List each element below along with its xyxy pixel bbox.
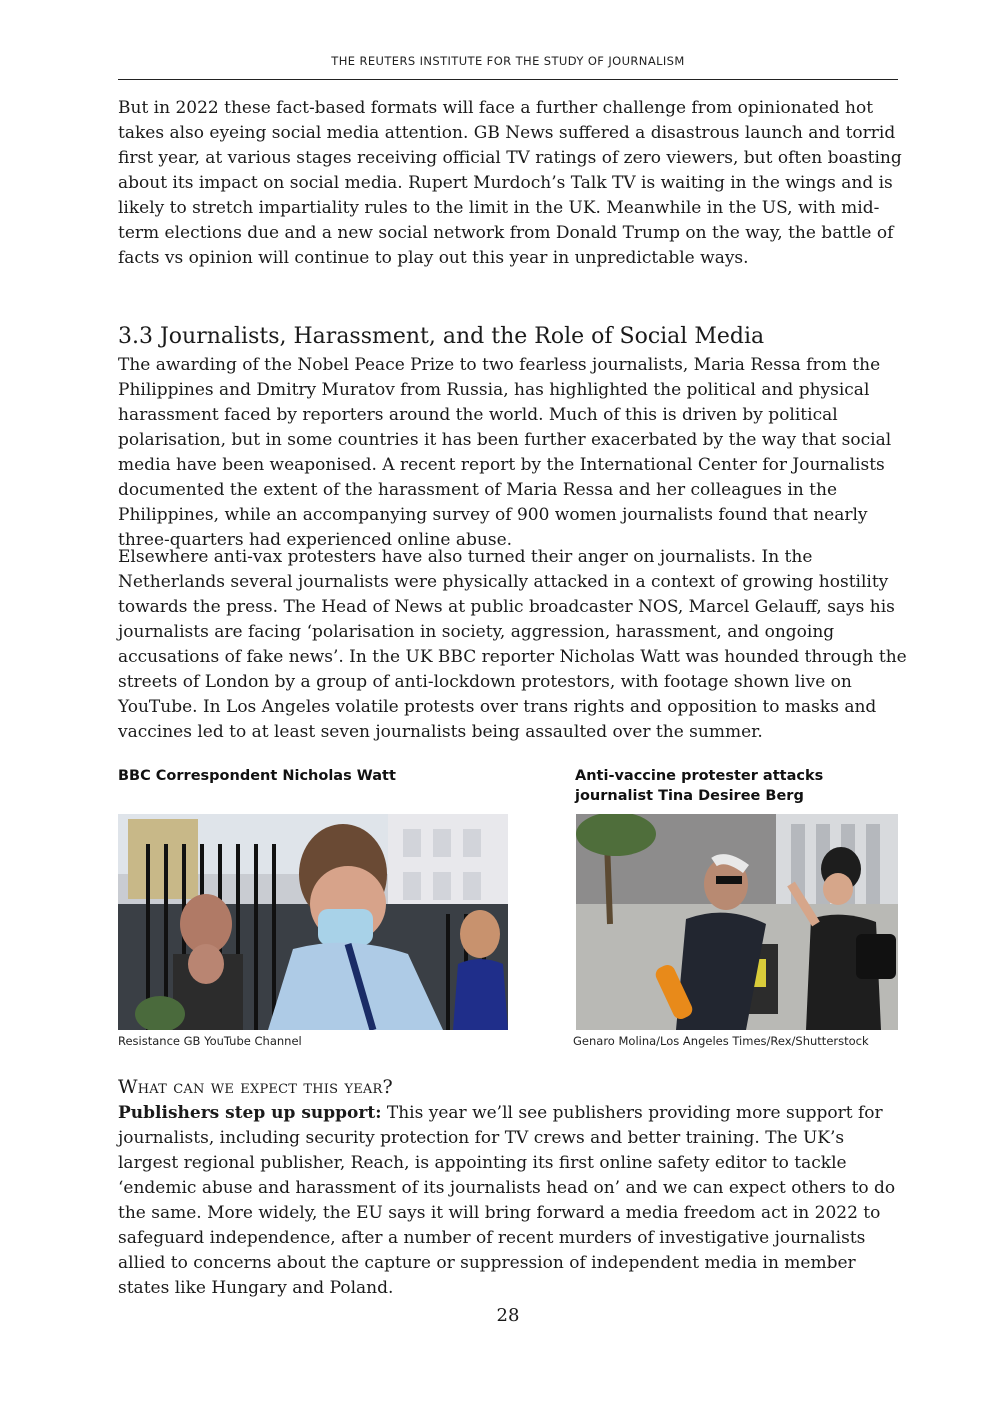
intro-paragraph — [118, 96, 908, 271]
page-number: 28 — [496, 1305, 520, 1326]
paragraph-text: Elsewhere anti-vax protesters have also turned their anger on journalists. In the Netherlands several journalists were physically attacked in a context of growing hostility towards the press. The Head of News at public broadcaster NOS, Marcel Gelauff, says his journalists are facing ‘polarisation in society, aggression, harassment, and ongoing accusations of fake news’. In the UK BBC reporter Nicholas Watt was hounded through the streets of London by a group of anti-lockdown protestors, with footage shown live on YouTube. In Los Angeles volatile protests over trans rights and opposition to masks and vaccines led to at least seven journalists being assaulted over the summer. — [118, 547, 907, 742]
figure-2-credit: Genaro Molina/Los Angeles Times/Rex/Shutterstock — [573, 1034, 869, 1048]
expect-heading: What can we expect this year? — [118, 1076, 393, 1098]
photo-illustration — [118, 814, 508, 1030]
photo-nicholas-watt — [118, 814, 508, 1030]
lead-in: Publishers step up support: — [118, 1103, 382, 1123]
figure-1-title: BBC Correspondent Nicholas Watt — [118, 768, 396, 784]
figure-2-title: Anti-vaccine protester attacks journalist Tina Desiree Berg — [575, 768, 824, 804]
paragraph-text: But in 2022 these fact-based formats will face a further challenge from opinionated hot takes also eyeing social media attention. GB News suffered a disastrous launch and torrid first year, at various stages receiving official TV ratings of zero viewers, but often boasting about its impact on social media. Rupert Murdoch’s Talk TV is waiting in the wings and is likely to stretch impartiality rules to the limit in the UK. Meanwhile in the US, with mid-term elections due and a new social network from Donald Trump on the way, the battle of facts vs opinion will continue to play out this year in unpredictable ways. — [118, 98, 902, 268]
section-paragraph-2 — [118, 545, 908, 745]
header-divider — [118, 79, 898, 80]
photo-illustration — [576, 814, 898, 1030]
section-heading: 3.3 Journalists, Harassment, and the Role of Social Media — [118, 324, 765, 349]
figure-1-credit: Resistance GB YouTube Channel — [118, 1034, 302, 1048]
section-paragraph-1 — [118, 353, 908, 553]
running-header: THE REUTERS INSTITUTE FOR THE STUDY OF JOURNALISM — [331, 54, 685, 68]
expect-paragraph — [118, 1101, 908, 1301]
photo-tina-desiree-berg — [576, 814, 898, 1030]
paragraph-text — [118, 1101, 908, 1301]
lead-body: This year we’ll see publishers providing more support for journalists, including security protection for TV crews and better training. The UK’s largest regional publisher, Reach, is appointing its first online safety editor to tackle ‘endemic abuse and harassment of its journalists head on’ and we can expect others to do the same. More widely, the EU says it will bring forward a media freedom act in 2022 to safeguard independence, after a number of recent murders of investigative journalists allied to concerns about the capture or suppression of independent media in member states like Hungary and Poland. — [118, 1103, 896, 1298]
paragraph-text: The awarding of the Nobel Peace Prize to two fearless journalists, Maria Ressa from the Philippines and Dmitry Muratov from Russia, has highlighted the political and physical harassment faced by reporters around the world. Much of this is driven by political polarisation, but in some countries it has been further exacerbated by the way that social media have been weaponised. A recent report by the International Center for Journalists documented the extent of the harassment of Maria Ressa and her colleagues in the Philippines, while an accompanying survey of 900 women journalists found that nearly three-quarters had experienced online abuse. — [118, 355, 892, 550]
